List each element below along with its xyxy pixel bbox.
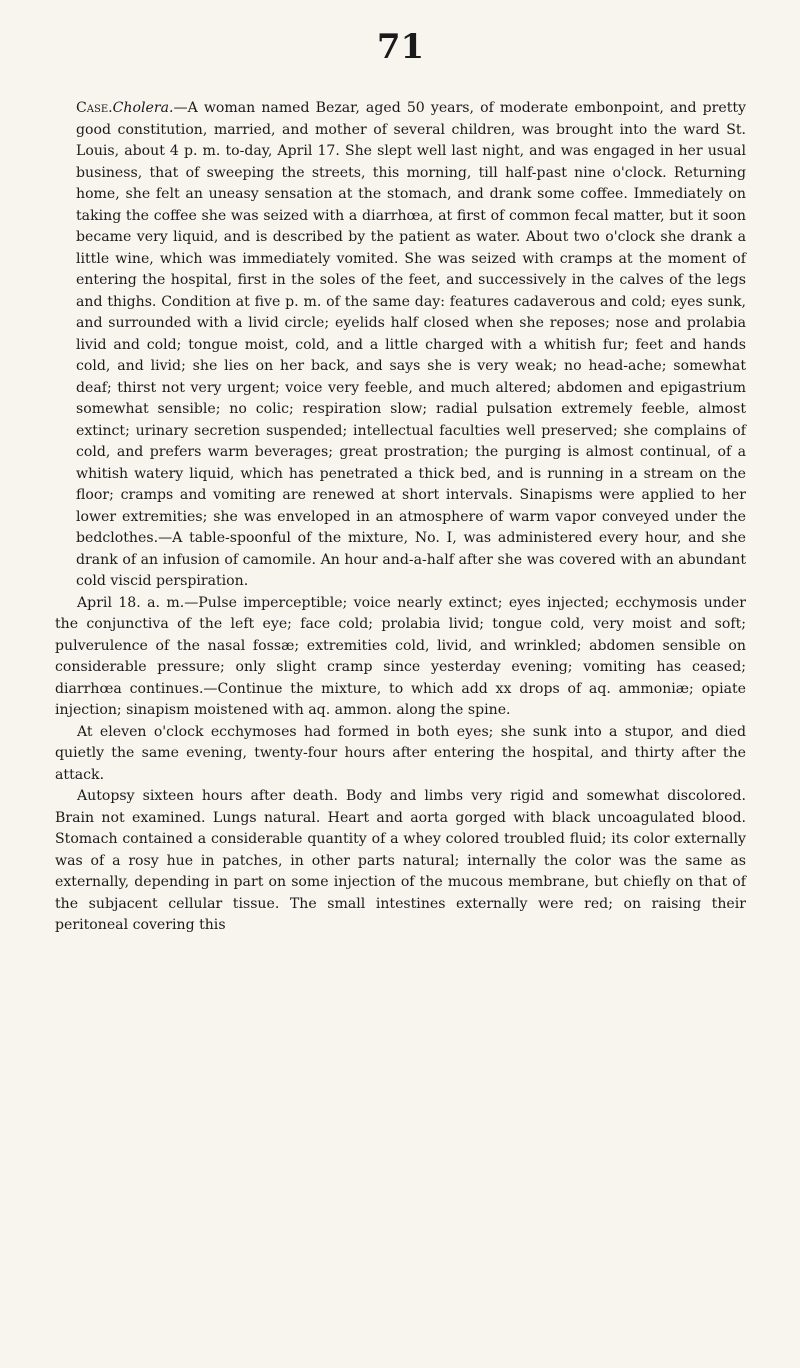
april-18-paragraph: April 18. a. m.—Pulse imperceptible; voice nearly extinct; eyes injected; ecchymosis under the conjunctiva of the left eye; face cold; prolabia livid; tongue cold, very moist and soft; pulverulence of the nasal fossæ; extremities cold, livid, and wrinkled; abdomen sensible on considerable pressure; only slight cramp since yesterday evening; vomiting has ceased; diarrhœa continues.—Continue the mixture, to which add xx drops of aq. ammoniæ; opiate injection; sinapism moistened with aq. ammon. along the spine. xyxy=(55,594,746,718)
case-label: Case. xyxy=(76,100,113,116)
autopsy-paragraph: Autopsy sixteen hours after death. Body and limbs very rigid and somewhat discolored. Brain not examined. Lungs natural. Heart and aorta gorged with black uncoagulated blood. Stomach contained a considerable quantity of a whey colored troubled fluid; its color externally was of a rosy hue in patches, in other parts natural; internally the color was the same as externally, depending in part on some injection of the mucous membrane, but chiefly on that of the subjacent cellular tissue. The small intestines externally were red; on raising their peritoneal covering this xyxy=(55,788,746,933)
case-title: Cholera. xyxy=(112,100,174,116)
death-paragraph: At eleven o'clock ecchymoses had formed in both eyes; she sunk into a stupor, and died quietly the same evening, twenty-four hours after entering the hospital, and thirty after the attack. xyxy=(55,723,746,783)
case-paragraph xyxy=(55,98,746,593)
page-number: 71 xyxy=(376,27,425,67)
case-body-text: —A woman named Bezar, aged 50 years, of moderate embonpoint, and pretty good constitution, married, and mother of several children, was brought into the ward St. Louis, about 4 p. m. to-day, April 17. She slept well last night, and was engaged in her usual business, that of sweeping the streets, this morning, till half-past nine o'clock. Returning home, she felt an uneasy sensation at the stomach, and drank some coffee. Immediately on taking the coffee she was seized with a diarrhœa, at first of common fecal matter, but it soon became very liquid, and is described by the patient as water. About two o'clock she drank a little wine, which was immediately vomited. She was seized with cramps at the moment of entering the hospital, first in the soles of the feet, and successively in the calves of the legs and thighs. Condition at five p. m. of the same day: features cadaverous and cold; eyes sunk, and surrounded with a livid circle; eyelids half closed when she reposes; nose and prolabia livid and cold; tongue moist, cold, and a little charged with a whitish fur; feet and hands cold, and livid; she lies on her back, and says she is very weak; no head-ache; somewhat deaf; thirst not very urgent; voice very feeble, and much altered; abdomen and epigastrium somewhat sensible; no colic; respiration slow; radial pulsation extremely feeble, almost extinct; urinary secretion suspended; intellectual faculties well preserved; she complains of cold, and prefers warm beverages; great prostration; the purging is almost continual, of a whitish watery liquid, which has penetrated a thick bed, and is running in a stream on the floor; cramps and vomiting are renewed at short intervals. Sinapisms were applied to her lower extremities; she was enveloped in an atmosphere of warm vapor conveyed under the bedclothes.—A table-spoonful of the mixture, No. I, was administered every hour, and she drank of an infusion of camomile. An hour and-a-half after she was covered with an abundant cold viscid perspiration. xyxy=(76,100,746,589)
